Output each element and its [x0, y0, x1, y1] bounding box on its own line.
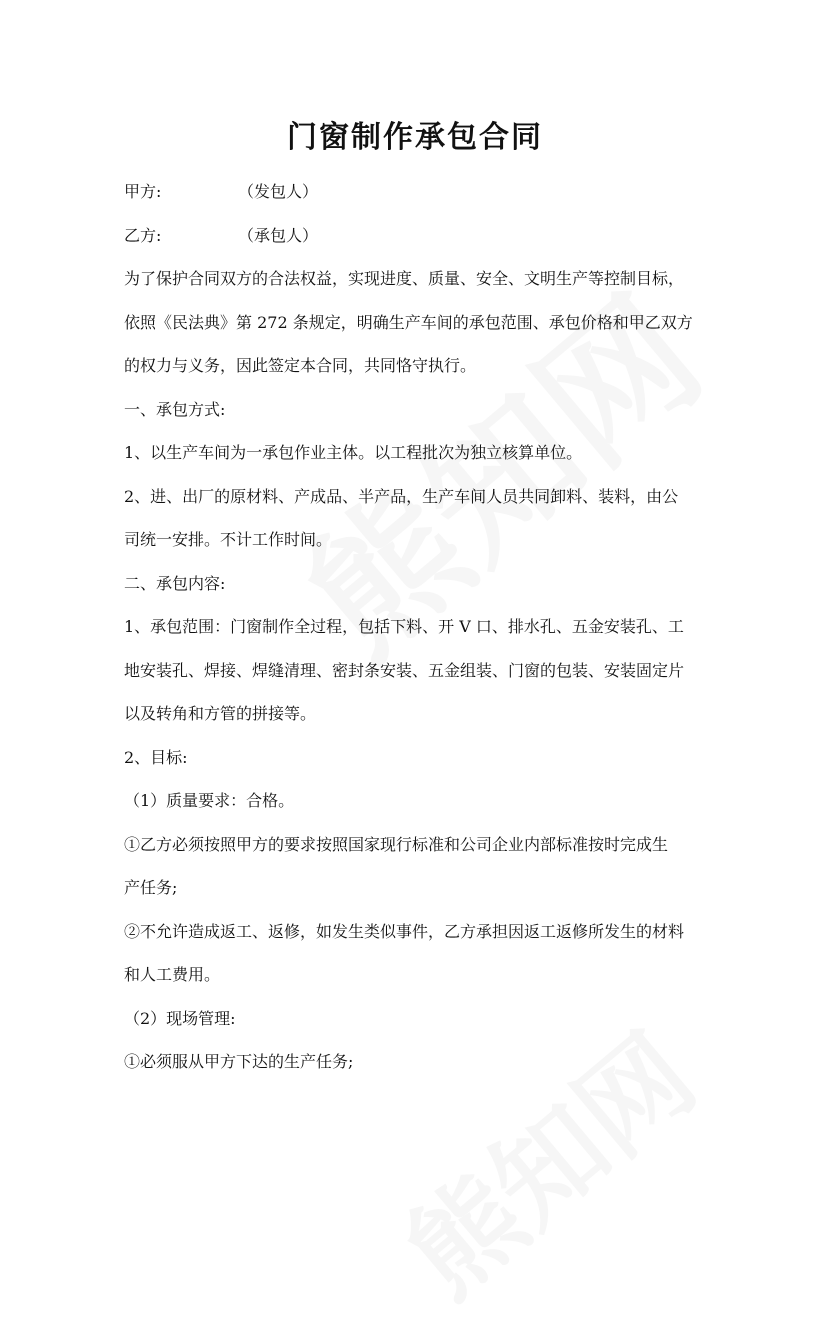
paragraph-line: 为了保护合同双方的合法权益，实现进度、质量、安全、文明生产等控制目标， — [124, 269, 685, 288]
paragraph-line: 1、承包范围：门窗制作全过程，包括下料、开 V 口、排水孔、五金安装孔、工 — [124, 617, 684, 636]
contract-body — [124, 170, 714, 1084]
subsection-heading: （2）现场管理: — [124, 1008, 236, 1028]
paragraph-line: 的权力与义务，因此签定本合同，共同恪守执行。 — [124, 356, 477, 375]
paragraph-line: 和人工费用。 — [124, 965, 221, 984]
party-a-line — [124, 170, 714, 214]
paragraph-line: ①乙方必须按照甲方的要求按照国家现行标准和公司企业内部标准按时完成生 — [124, 834, 669, 854]
paragraph-line: 1、以生产车间为一承包作业主体。以工程批次为独立核算单位。 — [124, 443, 583, 462]
paragraph-line: 司统一安排。不计工作时间。 — [124, 530, 333, 549]
paragraph-line: 产任务; — [124, 878, 178, 897]
party-a-label: 甲方: — [124, 182, 162, 201]
contract-title: 门窗制作承包合同 — [287, 120, 543, 155]
section-heading: 二、承包内容: — [124, 573, 226, 593]
party-b-role: （承包人） — [238, 225, 319, 245]
paragraph-line: 2、进、出厂的原材料、产成品、半产品，生产车间人员共同卸料、装料，由公 — [124, 486, 679, 506]
paragraph-line: ②不允许造成返工、返修，如发生类似事件，乙方承担因返工返修所发生的材料 — [124, 921, 685, 941]
section-heading: 一、承包方式: — [124, 399, 226, 419]
paragraph-line: ①必须服从甲方下达的生产任务; — [124, 1052, 354, 1071]
paragraph-line: 地安装孔、焊接、焊缝清理、密封条安装、五金组装、门窗的包装、安装固定片 — [124, 660, 685, 680]
party-a-role: （发包人） — [238, 182, 319, 201]
paragraph-line: 依照《民法典》第 272 条规定，明确生产车间的承包范围、承包价格和甲乙双方 — [124, 312, 693, 332]
party-b-label: 乙方: — [124, 225, 162, 245]
party-b-line — [124, 214, 714, 258]
subsection-heading: 2、目标: — [124, 747, 188, 767]
subsection-heading: （1）质量要求：合格。 — [124, 791, 295, 810]
paragraph-line: 以及转角和方管的拼接等。 — [124, 704, 317, 723]
